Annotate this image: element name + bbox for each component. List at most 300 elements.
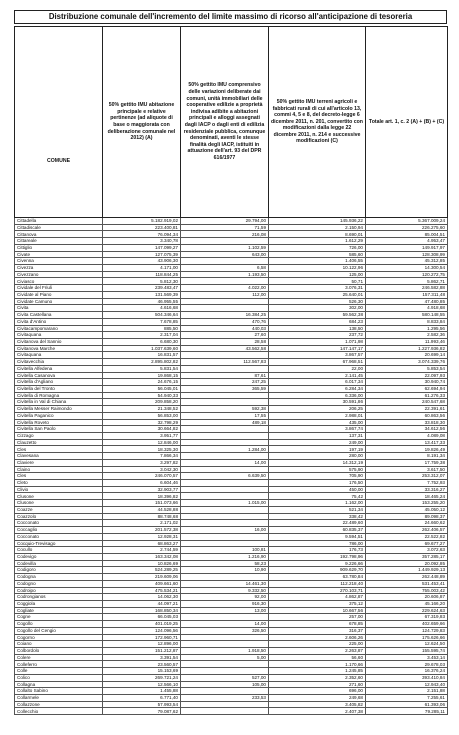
cell-value-b: 916,30 (181, 600, 269, 607)
cell-comune: Civate (15, 251, 103, 258)
cell-value-b: 470,76 (181, 318, 269, 325)
cell-value-c: 585,60 (269, 251, 366, 258)
table-row (15, 459, 448, 466)
table-row (15, 244, 448, 251)
cell-value-b (181, 506, 269, 513)
cell-comune: Colico (15, 674, 103, 681)
cell-value-b: 527,00 (181, 674, 269, 681)
cell-total: 4.089,08 (366, 433, 448, 440)
cell-comune: Codogno (15, 580, 103, 587)
cell-total: 262.448,89 (366, 574, 448, 581)
table-row (15, 305, 448, 312)
table-row (15, 695, 448, 702)
cell-value-a: 2.171,02 (103, 520, 181, 527)
cell-comune: Civitacampomarano (15, 325, 103, 332)
cell-value-a: 12.896,00 (103, 641, 181, 648)
cell-value-a: 46.955,55 (103, 298, 181, 305)
cell-total: 45.312,85 (366, 258, 448, 265)
cell-value-c: 125,00 (269, 271, 366, 278)
cell-value-c: 271,60 (269, 681, 366, 688)
cell-comune: Coiano (15, 641, 103, 648)
column-header-c: 50% gettito IMU terreni agricoli e fabbricati rurali di cui all'articolo 13, commi 4, 5 e 8, del decreto-legge 6 dicembre 2011, n. 201, convertito con modificazioni dalla legge 22 dicembre 2011, n. 214 e successive modificazioni (C) (269, 27, 366, 218)
cell-total: 1.227.936,82 (366, 345, 448, 352)
cell-comune: Codogna (15, 574, 103, 581)
table-row (15, 627, 448, 634)
cell-total: 45.050,12 (366, 506, 448, 513)
cell-comune: Civiasco (15, 278, 103, 285)
table-row (15, 621, 448, 628)
header-row (15, 27, 448, 218)
cell-value-c: 237,72 (269, 332, 366, 339)
cell-value-c: 56,60 (269, 654, 366, 661)
table-row (15, 291, 448, 298)
cell-comune: Cogne (15, 614, 103, 621)
cell-comune: Clivio (15, 486, 103, 493)
table-row (15, 399, 448, 406)
cell-value-a: 79.087,62 (103, 708, 181, 715)
cell-comune: Civitella Messer Raimondo (15, 406, 103, 413)
cell-value-c: 696,00 (269, 688, 366, 695)
cell-value-a: 3.042,30 (103, 466, 181, 473)
cell-comune: Codevilla (15, 560, 103, 567)
cell-value-a: 2.895.802,82 (103, 359, 181, 366)
cell-total: 357.285,17 (366, 553, 448, 560)
cell-value-a: 1.455,88 (103, 688, 181, 695)
cell-total: 89.098,37 (366, 513, 448, 520)
cell-value-c: 206,25 (269, 406, 366, 413)
cell-total: 4.953,47 (366, 238, 448, 245)
table-row (15, 352, 448, 359)
cell-value-c: 112.218,40 (269, 580, 366, 587)
table-row (15, 654, 448, 661)
cell-comune: Cocconato (15, 520, 103, 527)
table-row (15, 379, 448, 386)
cell-value-c: 270.103,71 (269, 587, 366, 594)
cell-total: 14.300,54 (366, 265, 448, 272)
cell-value-b: 58,23 (181, 560, 269, 567)
cell-total: 5.367.009,24 (366, 218, 448, 225)
cell-total: 16.376,24 (366, 668, 448, 675)
cell-value-c: 176,50 (269, 480, 366, 487)
cell-comune: Civitella San Paolo (15, 426, 103, 433)
cell-total: 153.255,20 (366, 500, 448, 507)
cell-comune: Cles (15, 446, 103, 453)
cell-comune: Civitella Paganico (15, 412, 103, 419)
cell-comune: Civenna (15, 258, 103, 265)
cell-value-b: 14,00 (181, 621, 269, 628)
cell-comune: Civezzano (15, 271, 103, 278)
table-row (15, 634, 448, 641)
cell-total: 2.151,88 (366, 688, 448, 695)
cell-comune: Cocconato (15, 533, 103, 540)
cell-value-c: 6.017,34 (269, 379, 366, 386)
cell-total: 19.826,49 (366, 446, 448, 453)
cell-comune: Cividale del Friuli (15, 285, 103, 292)
cell-value-c: 684,23 (269, 318, 366, 325)
cell-value-c: 75,42 (269, 493, 366, 500)
cell-value-b (181, 574, 269, 581)
table-row (15, 466, 448, 473)
cell-value-c: 280,00 (269, 453, 366, 460)
cell-value-a: 12.566,10 (103, 681, 181, 688)
cell-value-b (181, 540, 269, 547)
cell-value-a: 56.853,00 (103, 412, 181, 419)
cell-total: 531.453,41 (366, 580, 448, 587)
cell-comune: Cividate al Piano (15, 291, 103, 298)
cell-comune: Civita Castellana (15, 312, 103, 319)
cell-value-b (181, 305, 269, 312)
cell-value-b: 216,08 (181, 231, 269, 238)
cell-value-b: 6,58 (181, 265, 269, 272)
cell-value-a: 409.661,60 (103, 580, 181, 587)
cell-value-a: 23.560,57 (103, 661, 181, 668)
cell-value-a: 151.073,66 (103, 500, 181, 507)
table-row (15, 540, 448, 547)
cell-comune: Cogliate (15, 607, 103, 614)
cell-total: 2.582,36 (366, 332, 448, 339)
cell-value-a: 10.826,69 (103, 560, 181, 567)
cell-comune: Civitavecchia (15, 359, 103, 366)
cell-value-b (181, 439, 269, 446)
table-row (15, 506, 448, 513)
cell-value-a: 6.680,30 (103, 338, 181, 345)
cell-comune: Civitella in Val di Chiana (15, 399, 103, 406)
cell-value-b (181, 433, 269, 440)
cell-value-a: 3.391,54 (103, 654, 181, 661)
cell-value-c: 3.867,57 (269, 352, 366, 359)
cell-total: 34.612,56 (366, 426, 448, 433)
cell-total: 79.285,11 (366, 708, 448, 715)
cell-comune: Civezza (15, 265, 103, 272)
cell-total: 120.272,75 (366, 271, 448, 278)
cell-value-b (181, 365, 269, 372)
cell-value-a: 4.616,68 (103, 305, 181, 312)
table-row (15, 359, 448, 366)
cell-total: 7.255,61 (366, 695, 448, 702)
cell-value-c: 909.629,70 (269, 567, 366, 574)
cell-value-b: 112,00 (181, 291, 269, 298)
cell-value-a: 12.928,31 (103, 533, 181, 540)
cell-value-c: 450,00 (269, 486, 366, 493)
cell-comune: Cittadella (15, 218, 103, 225)
cell-total: 4.918,68 (366, 305, 448, 312)
cell-value-b: 28,58 (181, 338, 269, 345)
cell-value-c: 10.122,96 (269, 265, 366, 272)
cell-total: 1.449.929,13 (366, 567, 448, 574)
cell-value-a: 127.075,39 (103, 251, 181, 258)
cell-total: 61.276,33 (366, 392, 448, 399)
cell-comune: Cittiglio (15, 244, 103, 251)
cell-total: 7.752,93 (366, 480, 448, 487)
cell-total: 47.480,85 (366, 298, 448, 305)
cell-value-c: 575,90 (269, 466, 366, 473)
cell-value-b: 17,55 (181, 412, 269, 419)
column-header-comune: COMUNE (15, 27, 103, 218)
cell-comune: Civitaquana (15, 352, 103, 359)
cell-value-c: 4.862,87 (269, 594, 366, 601)
cell-value-a: 172.960,71 (103, 634, 181, 641)
cell-comune: Colere (15, 654, 103, 661)
cell-total: 62.694,94 (366, 385, 448, 392)
cell-comune: Coggiola (15, 600, 103, 607)
table-row (15, 439, 448, 446)
cell-value-c: 302,00 (269, 305, 366, 312)
cell-comune: Coazzolo (15, 513, 103, 520)
cell-value-a: 54.940,33 (103, 392, 181, 399)
cell-comune: Cogollo del Cengio (15, 627, 103, 634)
table-row (15, 231, 448, 238)
cell-comune: Codrongianos (15, 594, 103, 601)
cell-value-b (181, 238, 269, 245)
cell-total: 3.072,63 (366, 547, 448, 554)
cell-value-a: 6.604,46 (103, 480, 181, 487)
cell-value-b (181, 392, 269, 399)
cell-value-b (181, 298, 269, 305)
cell-value-b (181, 352, 269, 359)
cell-total: 246.582,88 (366, 285, 448, 292)
cell-value-a: 1.037.639,60 (103, 345, 181, 352)
table-row (15, 661, 448, 668)
table-row (15, 224, 448, 231)
cell-value-b: 489,18 (181, 419, 269, 426)
cell-value-c: 63.780,84 (269, 574, 366, 581)
table-row (15, 594, 448, 601)
cell-value-b (181, 661, 269, 668)
cell-value-c: 138,50 (269, 325, 366, 332)
cell-value-a: 219.609,06 (103, 574, 181, 581)
cell-value-a: 68.863,27 (103, 540, 181, 547)
cell-total: 393.410,84 (366, 674, 448, 681)
cell-value-c: 145.936,22 (269, 218, 366, 225)
cell-total: 5.862,71 (366, 278, 448, 285)
cell-value-c: 192.798,96 (269, 553, 366, 560)
cell-value-a: 3.297,82 (103, 459, 181, 466)
document-title: Distribuzione comunale dell'incremento del limite massimo di ricorso all'anticipazione di tesoreria (14, 10, 447, 24)
cell-value-b: 5,00 (181, 654, 269, 661)
table-row (15, 527, 448, 534)
table-row (15, 493, 448, 500)
cell-value-c: 705,90 (269, 473, 366, 480)
cell-value-c: 1.162,00 (269, 500, 366, 507)
cell-value-a: 18.325,30 (103, 446, 181, 453)
cell-value-c: 67.968,51 (269, 359, 366, 366)
cell-value-b (181, 614, 269, 621)
cell-total: 157.311,48 (366, 291, 448, 298)
cell-value-c: 10.667,56 (269, 607, 366, 614)
cell-value-b: 43.562,58 (181, 345, 269, 352)
cell-value-c: 249,00 (269, 439, 366, 446)
cell-value-a: 2.744,59 (103, 547, 181, 554)
cell-value-b: 10,90 (181, 567, 269, 574)
cell-total: 229.624,63 (366, 607, 448, 614)
cell-value-a: 21.348,52 (103, 406, 181, 413)
cell-value-b (181, 453, 269, 460)
cell-value-c: 30.591,86 (269, 399, 366, 406)
table-row (15, 278, 448, 285)
cell-value-b (181, 641, 269, 648)
cell-value-a: 66.045,03 (103, 614, 181, 621)
cell-comune: Colbordolo (15, 648, 103, 655)
cell-value-a: 223.400,81 (103, 224, 181, 231)
cell-value-b (181, 480, 269, 487)
cell-value-c: 2.988,01 (269, 412, 366, 419)
cell-comune: Cocquio-Trevisago (15, 540, 103, 547)
cell-value-c: 3.076,31 (269, 285, 366, 292)
table-row (15, 406, 448, 413)
cell-value-b (181, 426, 269, 433)
cell-comune: Civita (15, 305, 103, 312)
cell-value-b (181, 278, 269, 285)
cell-value-b (181, 533, 269, 540)
cell-value-a: 118.844,25 (103, 271, 181, 278)
cell-value-b: 6.639,50 (181, 473, 269, 480)
cell-value-b: 592,38 (181, 406, 269, 413)
table-row (15, 453, 448, 460)
table-row (15, 325, 448, 332)
table-row (15, 345, 448, 352)
cell-comune: Codroipo (15, 587, 103, 594)
cell-value-c: 2.141,45 (269, 372, 366, 379)
table-row (15, 480, 448, 487)
cell-value-b: 92,00 (181, 594, 269, 601)
table-row (15, 419, 448, 426)
cell-total: 755.003,42 (366, 587, 448, 594)
cell-total: 12.943,40 (366, 681, 448, 688)
cell-value-c: 249,68 (269, 695, 366, 702)
cell-comune: Civita d'Antino (15, 318, 103, 325)
cell-value-b (181, 513, 269, 520)
cell-value-a: 5.812,30 (103, 278, 181, 285)
cell-comune: Cittadiscale (15, 224, 103, 231)
table-row (15, 318, 448, 325)
cell-value-b (181, 701, 269, 708)
cell-comune: Cogollo (15, 621, 103, 628)
cell-value-b (181, 634, 269, 641)
cell-value-a: 239.483,47 (103, 285, 181, 292)
cell-total: 3.074.339,76 (366, 359, 448, 366)
table-row (15, 312, 448, 319)
cell-value-c: 1.071,98 (269, 338, 366, 345)
table-row (15, 385, 448, 392)
cell-value-a: 524.289,25 (103, 567, 181, 574)
cell-value-a: 147.099,27 (103, 244, 181, 251)
cell-total: 124.729,83 (366, 627, 448, 634)
table-row (15, 708, 448, 715)
cell-total: 3.453,14 (366, 654, 448, 661)
table-row (15, 701, 448, 708)
cell-value-a: 19.868,15 (103, 372, 181, 379)
cell-total: 3.617,50 (366, 466, 448, 473)
cell-value-b: 71,59 (181, 224, 269, 231)
cell-value-c: 526,30 (269, 298, 366, 305)
cell-comune: Collazzone (15, 701, 103, 708)
cell-comune: Coccaglio (15, 527, 103, 534)
cell-value-a: 16.831,57 (103, 352, 181, 359)
cell-total: 29.678,03 (366, 661, 448, 668)
cell-comune: Clavesana (15, 453, 103, 460)
cell-value-b: 100,81 (181, 547, 269, 554)
cell-comune: Clauzetto (15, 439, 103, 446)
cell-value-c: 316,37 (269, 627, 366, 634)
cell-comune: Cizzago (15, 433, 103, 440)
cell-value-a: 76.094,34 (103, 231, 181, 238)
cell-value-b (181, 466, 269, 473)
cell-comune: Claviere (15, 459, 103, 466)
cell-value-b (181, 493, 269, 500)
cell-value-b: 1.918,50 (181, 648, 269, 655)
cell-value-a: 3.340,78 (103, 238, 181, 245)
cell-total: 8.191,34 (366, 453, 448, 460)
cell-value-c: 1.170,66 (269, 661, 366, 668)
table-row (15, 567, 448, 574)
table-row (15, 607, 448, 614)
cell-total: 60.863,56 (366, 412, 448, 419)
cell-value-a: 2.317,04 (103, 332, 181, 339)
table-body (15, 218, 448, 715)
cell-value-a: 246.070,57 (103, 473, 181, 480)
table-row (15, 271, 448, 278)
cell-value-a: 15.153,69 (103, 668, 181, 675)
cell-total: 17.759,38 (366, 459, 448, 466)
cell-comune: Claino (15, 466, 103, 473)
table-row (15, 648, 448, 655)
cell-comune: Civitaquana (15, 332, 103, 339)
table-row (15, 486, 448, 493)
cell-value-a: 131.569,39 (103, 291, 181, 298)
cell-value-c: 176,73 (269, 547, 366, 554)
cell-total: 155.595,74 (366, 648, 448, 655)
table-row (15, 674, 448, 681)
cell-comune: Clusone (15, 493, 103, 500)
cell-value-a: 7.678,85 (103, 318, 181, 325)
cell-total: 61.393,06 (366, 701, 448, 708)
table-row (15, 560, 448, 567)
cell-value-b: 105,00 (181, 681, 269, 688)
cell-total: 580.148,55 (366, 312, 448, 319)
cell-value-a: 32.798,29 (103, 419, 181, 426)
cell-value-a: 401.019,25 (103, 621, 181, 628)
cell-value-c: 22,00 (269, 365, 366, 372)
cell-value-b (181, 258, 269, 265)
cell-value-a: 88.748,68 (103, 513, 181, 520)
cell-value-c: 197,19 (269, 446, 366, 453)
cell-value-a: 475.534,21 (103, 587, 181, 594)
table-row (15, 688, 448, 695)
cell-value-c: 14.312,19 (269, 459, 366, 466)
table-row (15, 580, 448, 587)
cell-total: 11.993,46 (366, 338, 448, 345)
cell-comune: Cogorno (15, 634, 103, 641)
cell-total: 5.853,54 (366, 365, 448, 372)
cell-value-c: 1.612,29 (269, 238, 366, 245)
cell-total: 253.312,07 (366, 473, 448, 480)
cell-value-a: 3.951,77 (103, 433, 181, 440)
cell-comune: Civitella Alfedena (15, 365, 103, 372)
cell-total: 13.417,33 (366, 439, 448, 446)
cell-total: 20.699,14 (366, 352, 448, 359)
cell-value-c: 435,00 (269, 419, 366, 426)
cell-comune: Civitella di Romagna (15, 392, 103, 399)
cell-comune: Collecchio (15, 708, 103, 715)
cell-value-b (181, 688, 269, 695)
cell-value-b (181, 520, 269, 527)
table-row (15, 668, 448, 675)
cell-value-a: 151.212,87 (103, 648, 181, 655)
cell-value-c: 521,34 (269, 506, 366, 513)
cell-value-b: 13,00 (181, 607, 269, 614)
table-row (15, 365, 448, 372)
cell-value-b (181, 668, 269, 675)
